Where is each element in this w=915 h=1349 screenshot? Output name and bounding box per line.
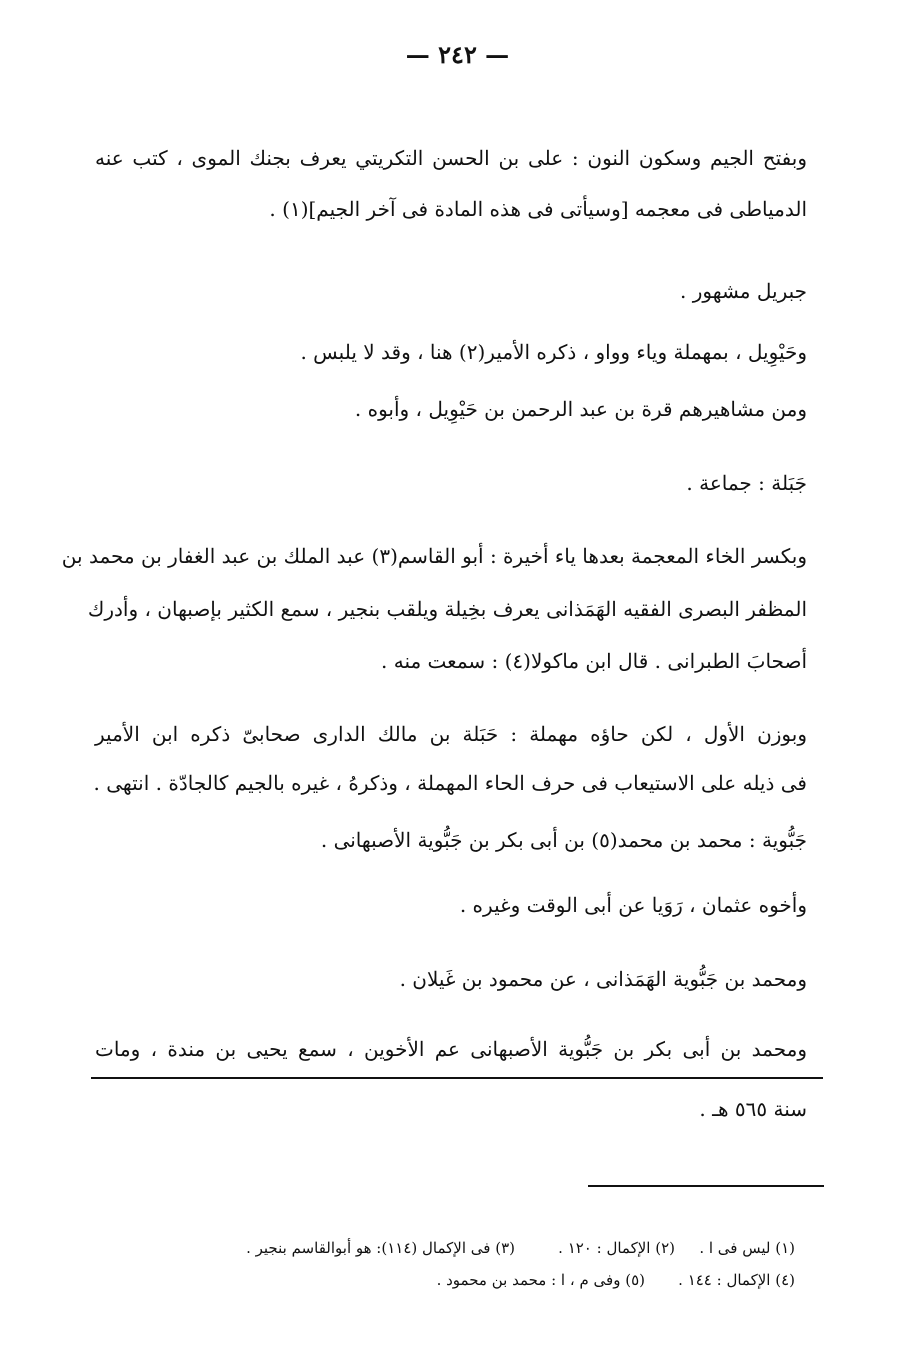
footnote: (٤) الإكمال : ١٤٤ . xyxy=(678,1271,795,1289)
text-line: ومحمد بن جَبُّوية الهَمَذانى ، عن محمود بن غَيلان . xyxy=(399,967,807,991)
text-line: وبوزن الأول ، لكن حاؤه مهملة : حَبَلة بن مالك الدارى صحابىّ ذكره ابن الأمير xyxy=(95,722,807,746)
text-line: جَبُّوية : محمد بن محمد(٥) بن أبى بكر بن جَبُّوية الأصبهانى . xyxy=(320,828,807,852)
text-line: وأخوه عثمان ، رَوَيا عن أبى الوقت وغيره . xyxy=(459,893,807,917)
page-number: — ٢٤٢ — xyxy=(405,40,510,69)
text-line: فى ذيله على الاستيعاب فى حرف الحاء المهملة ، وذكرهُ ، غيره بالجيم كالجادّة . انتهى . xyxy=(93,771,807,795)
footnote-row xyxy=(105,1268,795,1292)
footnote: (٣) فى الإكمال (١١٤): هو أبوالقاسم بنجير . xyxy=(246,1239,515,1257)
footnote: (٢) الإكمال : ١٢٠ . xyxy=(558,1239,675,1257)
text-line: وحَيْوِيل ، بمهملة وياء وواو ، ذكره الأمير(٢) هنا ، وقد لا يلبس . xyxy=(300,340,807,364)
footnote-separator xyxy=(588,1185,824,1187)
text-line: سنة ٥٦٥ هـ . xyxy=(699,1097,807,1121)
text-line: ومن مشاهيرهم قرة بن عبد الرحمن بن حَيْوِيل ، وأبوه . xyxy=(354,397,807,421)
text-line: وبفتح الجيم وسكون النون : على بن الحسن التكريتي يعرف بجنك الموى ، كتب عنه xyxy=(95,146,807,170)
footnote: (١) ليس فى ا . xyxy=(699,1239,795,1257)
underline-rule xyxy=(91,1077,823,1079)
text-line: أصحابَ الطبرانى . قال ابن ماكولا(٤) : سمعت منه . xyxy=(381,649,807,673)
text-line: جَبَلة : جماعة . xyxy=(686,471,807,495)
footnote: (٥) وفى م ، ا : محمد بن محمود . xyxy=(436,1271,645,1289)
text-line: المظفر البصرى الفقيه الهَمَذانى يعرف بخِيلة ويلقب بنجير ، سمع الكثير بإصبهان ، وأدرك xyxy=(87,597,807,621)
footnote-row xyxy=(105,1236,795,1260)
text-line: الدمياطى فى معجمه [وسيأتى فى هذه المادة فى آخر الجيم](١) . xyxy=(269,197,807,221)
text-line: جبريل مشهور . xyxy=(680,279,807,303)
text-line: ومحمد بن أبى بكر بن جَبُّوية الأصبهانى عم الأخوين ، سمع يحيى بن مندة ، ومات xyxy=(95,1037,807,1061)
text-line: وبكسر الخاء المعجمة بعدها ياء أخيرة : أبو القاسم(٣) عبد الملك بن عبد الغفار بن محمد بن xyxy=(61,544,807,568)
